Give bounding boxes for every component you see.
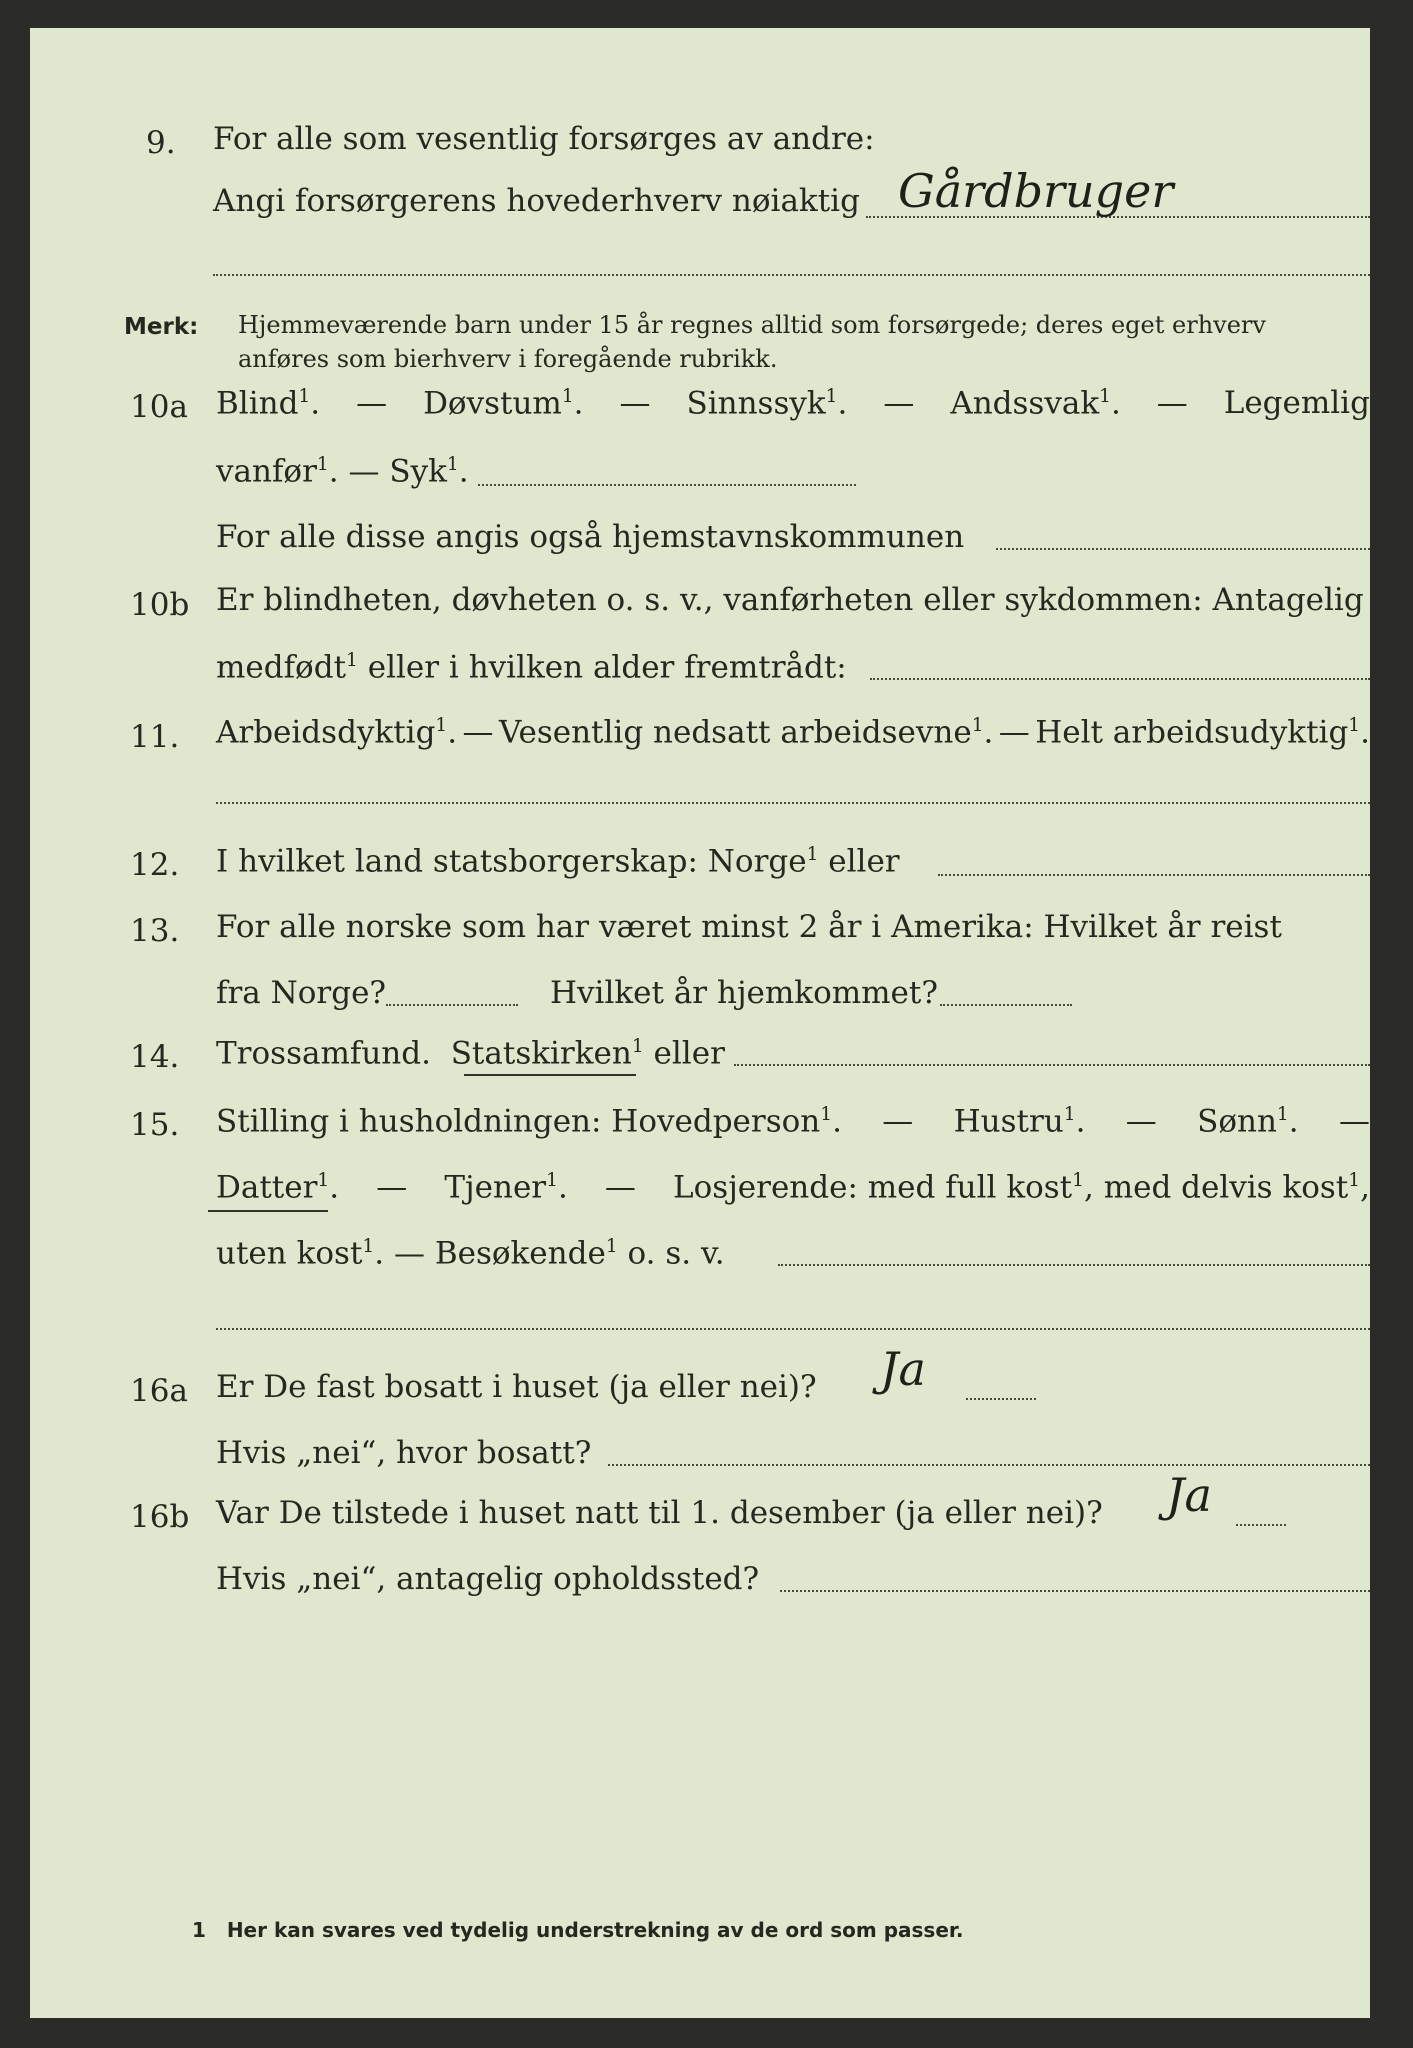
answer-line [216, 802, 1370, 804]
answer-line [780, 1590, 1370, 1592]
item-number: 16a [130, 1373, 188, 1409]
q15-line2: Datter$^1$. — Tjener$^1$. — Losjerende: med full kost$^1$, med delvis kost$^1$, [216, 1169, 1370, 1206]
q10b-line2: medfødt$^1$ eller i hvilken alder fremtrådt: [216, 649, 847, 686]
item-number: 16b [130, 1499, 190, 1535]
item-number: 9. [146, 125, 176, 161]
handwritten-underline-statskirken [464, 1074, 636, 1076]
answer-line [938, 874, 1370, 876]
option-blind: Blind$^1$. [216, 385, 321, 422]
q13-line1: For alle norske som har været minst 2 år i Amerika: Hvilket år reist [216, 909, 1282, 945]
answer-line [1236, 1524, 1286, 1526]
q10b-line1: Er blindheten, døvheten o. s. v., vanførheten eller sykdommen: Antagelig [216, 582, 1364, 618]
q16b-answer-handwriting: Ja [1166, 1468, 1212, 1522]
footnote-mark: 1 [192, 1918, 206, 1942]
q13-line2b: Hvilket år hjemkommet? [550, 975, 938, 1011]
q13-line2a: fra Norge? [216, 975, 387, 1011]
option-legemlig: Legemlig [1223, 385, 1370, 421]
answer-line [386, 1004, 518, 1006]
answer-line [940, 1004, 1072, 1006]
q16a-line1: Er De fast bosatt i huset (ja eller nei)? [216, 1369, 817, 1405]
merk-line2: anføres som bierhverv i foregående rubrikk. [238, 345, 778, 373]
answer-line [608, 1464, 1370, 1466]
answer-line [216, 1328, 1370, 1330]
dash: — [619, 385, 651, 421]
dash: — [356, 385, 388, 421]
footnote-text: Her kan svares ved tydelig understrekning av de ord som passer. [226, 1918, 964, 1942]
q9-line1: For alle som vesentlig forsørges av andre: [213, 121, 875, 157]
q12-line1: I hvilket land statsborgerskap: Norge$^1$ eller [216, 843, 900, 880]
answer-line [478, 484, 856, 486]
q11-line1: Arbeidsdyktig$^1$. — Vesentlig nedsatt arbeidsevne$^1$. — Helt arbeidsudyktig$^1$. [216, 714, 1370, 751]
q9-line2: Angi forsørgerens hovederhverv nøiaktig [213, 183, 860, 219]
merk-line1: Hjemmeværende barn under 15 år regnes alltid som forsørgede; deres eget erhverv [238, 311, 1266, 339]
item-number: 14. [130, 1039, 180, 1075]
answer-line [966, 1398, 1036, 1400]
merk-text [238, 308, 1373, 376]
option-dovstum: Døvstum$^1$. [423, 385, 584, 422]
q15-line1: Stilling i husholdningen: Hovedperson$^1$. — Hustru$^1$. — Sønn$^1$. — [216, 1103, 1370, 1140]
census-form-page [30, 28, 1370, 2018]
q10a-line1 [216, 385, 1370, 422]
handwritten-underline-datter [208, 1210, 328, 1212]
q10a-line3: For alle disse angis også hjemstavnskommunen [216, 519, 965, 555]
item-number: 15. [130, 1107, 180, 1143]
q10a-line2: vanfør$^1$. — Syk$^1$. [216, 453, 469, 490]
answer-line [996, 548, 1370, 550]
q14-line1: Trossamfund. Statskirken$^1$ eller [216, 1035, 725, 1072]
answer-line [870, 678, 1370, 680]
dash: — [1156, 385, 1188, 421]
item-number: 10b [130, 587, 190, 623]
q16a-answer-handwriting: Ja [880, 1342, 926, 1396]
q9-answer-handwriting: Gårdbruger [898, 164, 1174, 218]
dash: — [883, 385, 915, 421]
q16b-line2: Hvis „nei“, antagelig opholdssted? [216, 1561, 760, 1597]
item-number: 13. [130, 913, 180, 949]
merk-label: Merk: [124, 314, 199, 340]
answer-line [778, 1264, 1370, 1266]
footnote [192, 1918, 964, 1942]
q16b-line1: Var De tilstede i huset natt til 1. desember (ja eller nei)? [216, 1495, 1103, 1531]
q16a-line2: Hvis „nei“, hvor bosatt? [216, 1435, 592, 1471]
option-sinnssyk: Sinnssyk$^1$. [686, 385, 848, 422]
answer-line [734, 1064, 1370, 1066]
option-andssvak: Andssvak$^1$. [950, 385, 1121, 422]
item-number: 11. [130, 719, 180, 755]
answer-line [213, 274, 1370, 276]
item-number: 12. [130, 847, 180, 883]
q15-line3: uten kost$^1$. — Besøkende$^1$ o. s. v. [216, 1235, 725, 1272]
item-number: 10a [130, 389, 188, 425]
